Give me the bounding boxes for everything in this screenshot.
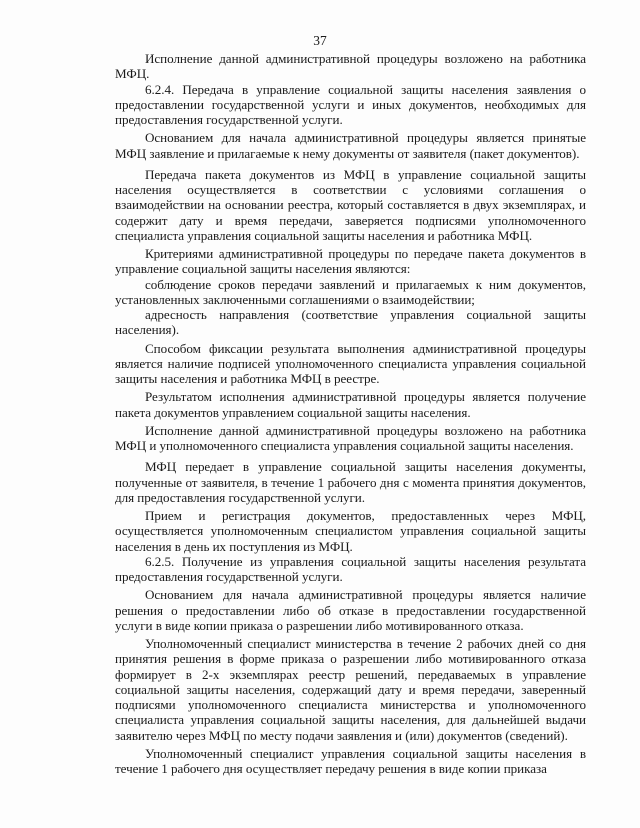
paragraph: Исполнение данной административной процедуры возложено на работника МФЦ. [115,51,586,82]
section-heading-6-2-5: 6.2.5. Получение из управления социальной защиты населения результата предоставления государственной услуги. [115,553,586,584]
list-item: адресность направления (соответствие управления социальной защиты населения). [115,307,586,338]
paragraph: Способом фиксации результата выполнения административной процедуры является наличие подписей уполномоченного специалиста управления социальной защиты населения и работника МФЦ в реестре. [115,340,586,386]
paragraph: Передача пакета документов из МФЦ в управление социальной защиты населения осуществляется в соответствии с условиями соглашения о взаимодействии на основании реестра, который составляется в двух экземплярах, и содержит дату и время передачи, заверяется подписями уполномоченного специалиста управления социальной защиты населения и работника МФЦ. [115,166,586,243]
document-body [115,51,586,776]
paragraph: Критериями административной процедуры по передаче пакета документов в управление социальной защиты населения являются: [115,246,586,277]
section-heading-6-2-4: 6.2.4. Передача в управление социальной защиты населения заявления о предоставлении государственной услуги и иных документов, необходимых для предоставления государственной услуги. [115,81,586,127]
paragraph: Уполномоченный специалист министерства в течение 2 рабочих дней со дня принятия решения в форме приказа о разрешении либо мотивированного отказа формирует в 2-х экземплярах реестр решений, передаваемых в управление социальной защиты населения, содержащий дату и время передачи, заверенный подписями уполномоченного специалиста министерства и уполномоченного специалиста управления социальной защиты населения, для дальнейшей выдачи заявителю через МФЦ по месту подачи заявления и (или) документов (сведений). [115,636,586,743]
paragraph: Прием и регистрация документов, предоставленных через МФЦ, осуществляется уполномоченным специалистом управления социальной защиты населения в день их поступления из МФЦ. [115,508,586,554]
paragraph: Исполнение данной административной процедуры возложено на работника МФЦ и уполномоченного специалиста управления социальной защиты населения. [115,422,586,453]
list-item: соблюдение сроков передачи заявлений и прилагаемых к ним документов, установленных заключенными соглашениями о взаимодействии; [115,276,586,307]
paragraph: Основанием для начала административной процедуры является наличие решения о предоставлении либо об отказе в предоставлении государственной услуги в виде копии приказа о разрешении либо мотивированного отказа. [115,587,586,633]
paragraph: МФЦ передает в управление социальной защиты населения документы, полученные от заявителя, в течение 1 рабочего дня с момента принятия документов, для предоставления государственной услуги. [115,459,586,505]
page-number: 37 [313,33,327,48]
paragraph: Уполномоченный специалист управления социальной защиты населения в течение 1 рабочего дня осуществляет передачу решения в виде копии приказа [115,745,586,776]
paragraph: Основанием для начала административной процедуры является принятые МФЦ заявление и прилагаемые к нему документы от заявителя (пакет документов). [115,130,586,161]
paragraph: Результатом исполнения административной процедуры является получение пакета документов управлением социальной защиты населения. [115,389,586,420]
